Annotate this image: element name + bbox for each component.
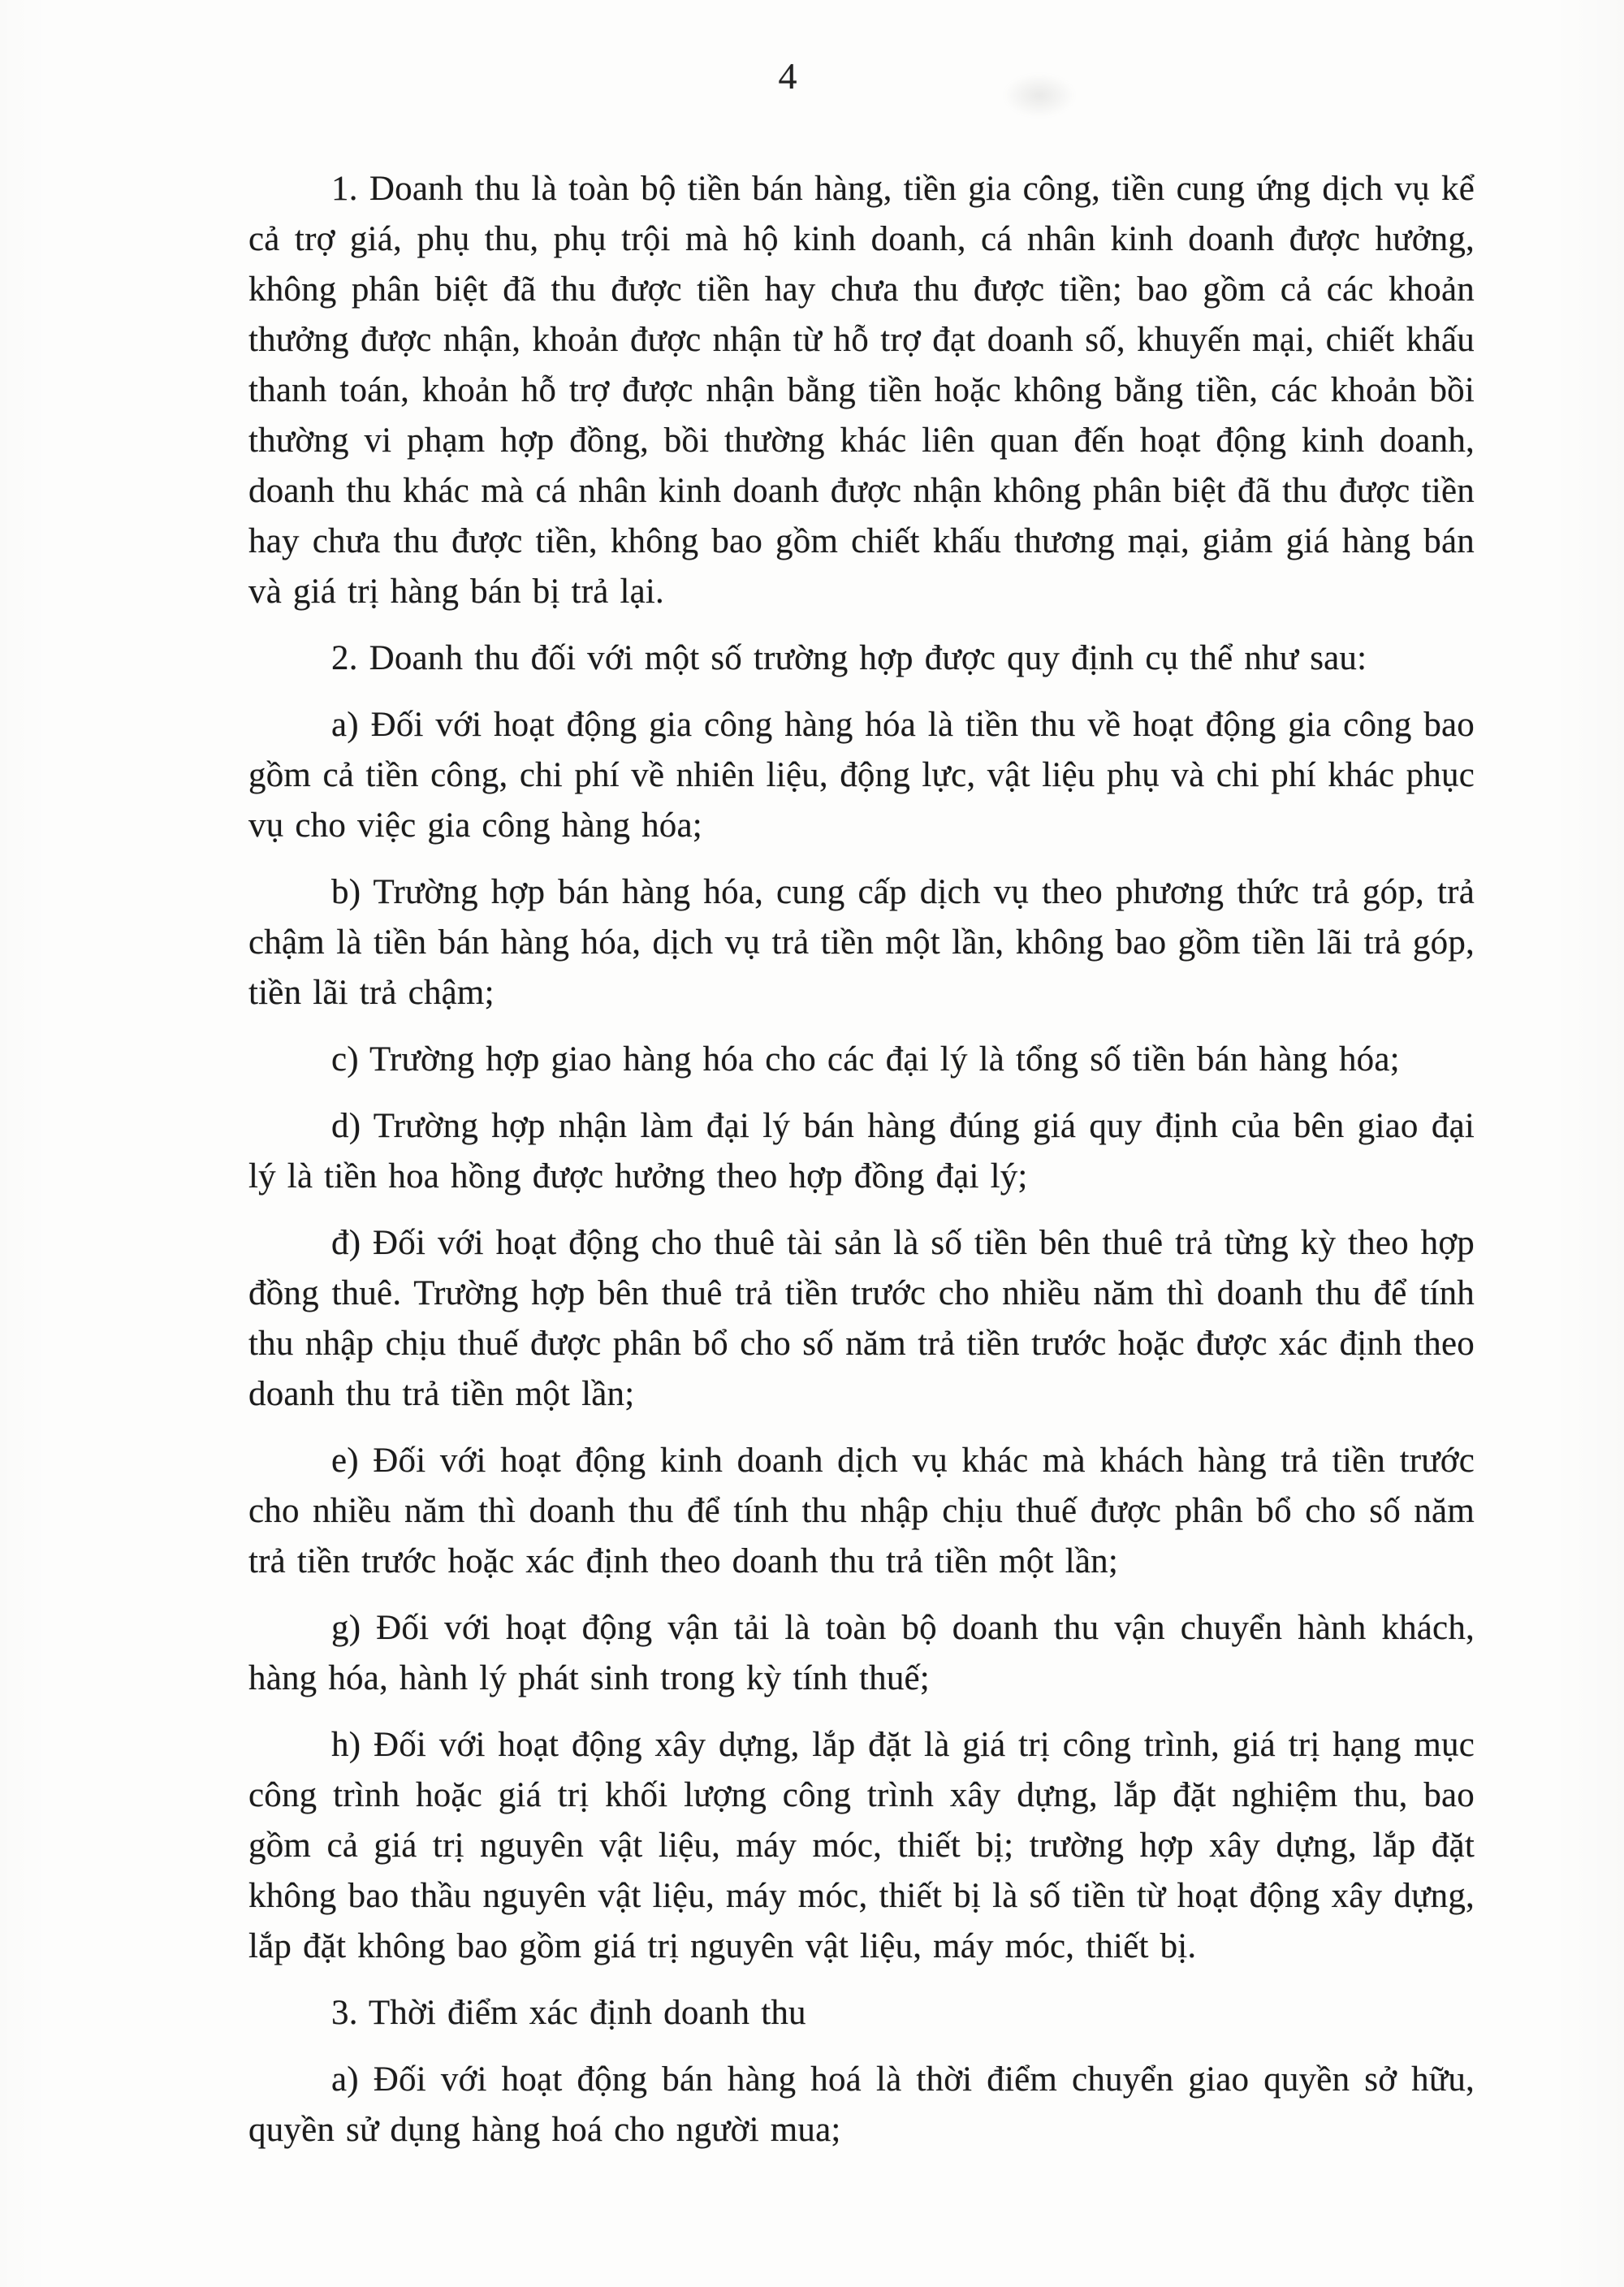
clause-2b-installment-sales: b) Trường hợp bán hàng hóa, cung cấp dịch vụ theo phương thức trả góp, trả chậm là tiền bán hàng hóa, dịch vụ trả tiền một lần, không bao gồm tiền lãi trả góp, tiền lãi trả chậm; — [248, 873, 1475, 1012]
document-body — [248, 164, 1475, 2155]
paragraph-1-revenue-definition: 1. Doanh thu là toàn bộ tiền bán hàng, tiền gia công, tiền cung ứng dịch vụ kể cả trợ giá, phụ thu, phụ trội mà hộ kinh doanh, cá nhân kinh doanh được hưởng, không phân biệt đã thu được tiền hay chưa thu được tiền; bao gồm cả các khoản thưởng được nhận, khoản được nhận từ hỗ trợ đạt doanh số, khuyến mại, chiết khấu thanh toán, khoản hỗ trợ được nhận bằng tiền hoặc không bằng tiền, các khoản bồi thường vi phạm hợp đồng, bồi thường khác liên quan đến hoạt động kinh doanh, doanh thu khác mà cá nhân kinh doanh được nhận không phân biệt đã thu được tiền hay chưa thu được tiền, không bao gồm chiết khấu thương mại, giảm giá hàng bán và giá trị hàng bán bị trả lại. — [248, 170, 1475, 611]
clause-2g-transport: g) Đối với hoạt động vận tải là toàn bộ doanh thu vận chuyển hành khách, hàng hóa, hành lý phát sinh trong kỳ tính thuế; — [248, 1609, 1475, 1697]
clause-2d-agent-commission: d) Trường hợp nhận làm đại lý bán hàng đúng giá quy định của bên giao đại lý là tiền hoa hồng được hưởng theo hợp đồng đại lý; — [248, 1107, 1475, 1195]
clause-2h-construction-installation: h) Đối với hoạt động xây dựng, lắp đặt là giá trị công trình, giá trị hạng mục công trình hoặc giá trị khối lượng công trình xây dựng, lắp đặt nghiệm thu, bao gồm cả giá trị nguyên vật liệu, máy móc, thiết bị; trường hợp xây dựng, lắp đặt không bao thầu nguyên vật liệu, máy móc, thiết bị là số tiền từ hoạt động xây dựng, lắp đặt không bao gồm giá trị nguyên vật liệu, máy móc, thiết bị. — [248, 1726, 1475, 1965]
clause-2dd-asset-leasing: đ) Đối với hoạt động cho thuê tài sản là số tiền bên thuê trả từng kỳ theo hợp đồng thuê. Trường hợp bên thuê trả tiền trước cho nhiều năm thì doanh thu để tính thu nhập chịu thuế được phân bổ cho số năm trả tiền trước hoặc được xác định theo doanh thu trả tiền một lần; — [248, 1224, 1475, 1413]
clause-2c-agent-delivery: c) Trường hợp giao hàng hóa cho các đại lý là tổng số tiền bán hàng hóa; — [331, 1040, 1400, 1079]
clause-3a-goods-sale-timing: a) Đối với hoạt động bán hàng hoá là thời điểm chuyển giao quyền sở hữu, quyền sử dụng hàng hoá cho người mua; — [248, 2060, 1475, 2149]
paragraph-3-revenue-timing-heading: 3. Thời điểm xác định doanh thu — [331, 1994, 806, 2032]
paragraph-2-specific-cases-intro: 2. Doanh thu đối với một số trường hợp được quy định cụ thể như sau: — [331, 639, 1367, 677]
page-number: 4 — [778, 55, 797, 97]
clause-2a-processing-goods: a) Đối với hoạt động gia công hàng hóa là tiền thu về hoạt động gia công bao gồm cả tiền công, chi phí về nhiên liệu, động lực, vật liệu phụ và chi phí khác phục vụ cho việc gia công hàng hóa; — [248, 706, 1475, 845]
clause-2e-other-services-prepaid: e) Đối với hoạt động kinh doanh dịch vụ khác mà khách hàng trả tiền trước cho nhiều năm thì doanh thu để tính thu nhập chịu thuế được phân bổ cho số năm trả tiền trước hoặc xác định theo doanh thu trả tiền một lần; — [248, 1442, 1475, 1580]
